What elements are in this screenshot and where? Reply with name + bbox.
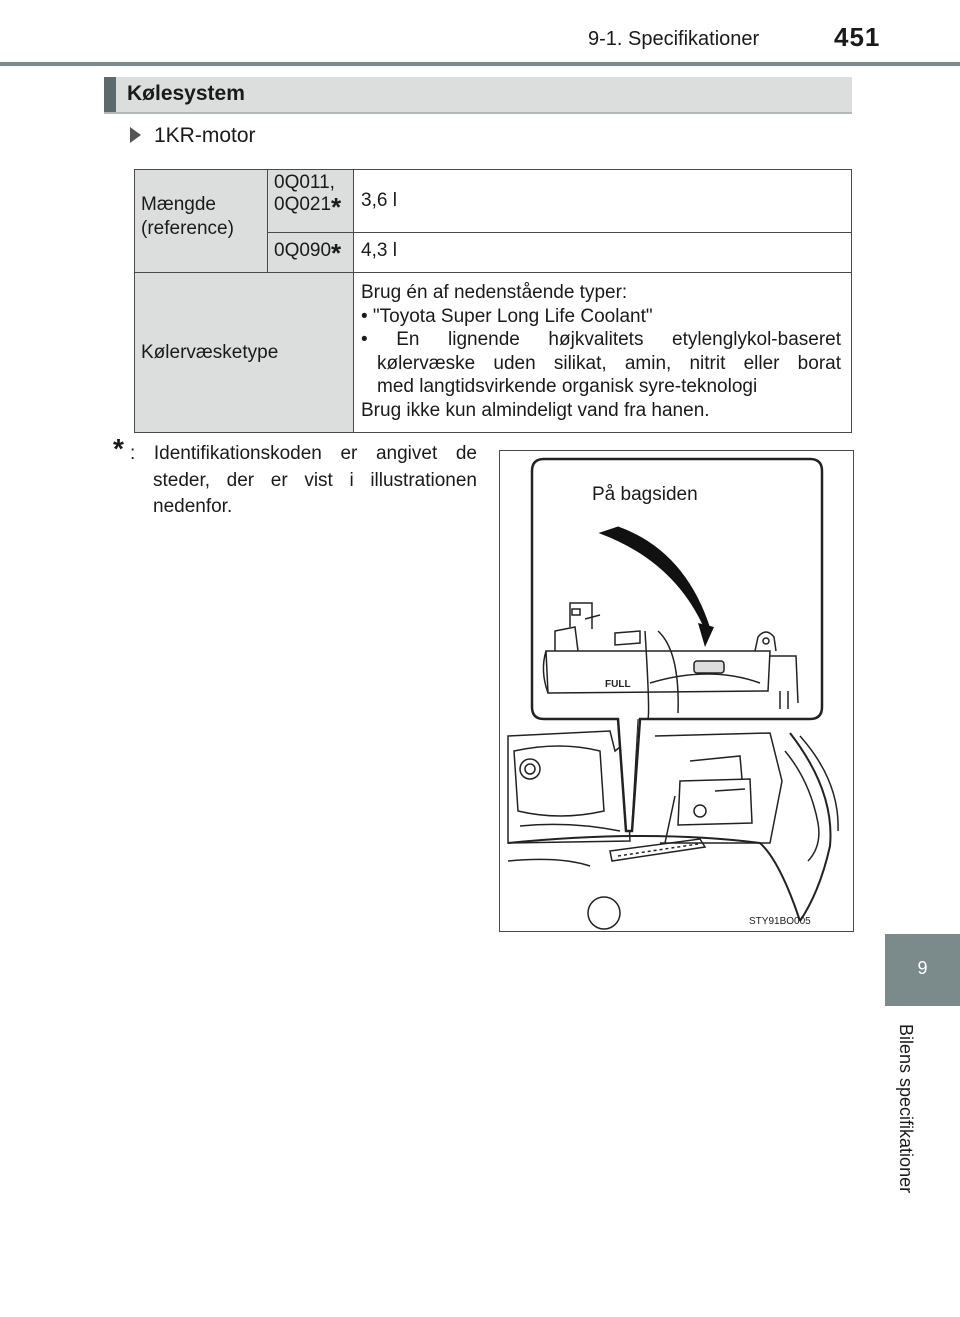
header-section-title: 9-1. Specifikationer <box>588 28 760 50</box>
quantity-label-cell <box>135 170 268 273</box>
illustration-code: STY91BO005 <box>749 916 811 927</box>
coolant-type-line: kølervæske uden silikat, amin, nitrit eller borat <box>377 352 841 374</box>
tank-full-marking: FULL <box>605 679 631 690</box>
coolant-type-line: Brug én af nedenstående typer: <box>361 282 628 303</box>
coolant-type-line: med langtidsvirkende organisk syre-teknologi <box>377 376 758 397</box>
footnote-line: nedenfor. <box>153 496 233 517</box>
engine-bay-illustration <box>499 450 854 932</box>
footnote-line: steder, der er vist i illustrationen <box>153 469 477 491</box>
section-rule <box>104 112 852 114</box>
asterisk-marker: * <box>331 238 342 268</box>
coolant-type-label: Kølervæsketype <box>141 341 279 363</box>
coolant-type-label-cell <box>135 273 354 433</box>
capacity-value: 4,3 l <box>361 240 397 261</box>
header-rule <box>0 62 960 66</box>
footnote-asterisk: * <box>113 433 124 464</box>
capacity-cell <box>354 170 852 233</box>
table-row <box>135 170 852 233</box>
coolant-type-line: • "Toyota Super Long Life Coolant" <box>361 305 653 327</box>
coolant-spec-table <box>134 169 852 433</box>
capacity-value: 3,6 l <box>361 190 397 211</box>
quantity-label-line: Mængde <box>141 194 216 215</box>
coolant-type-cell <box>354 273 852 433</box>
asterisk-marker: * <box>331 192 342 222</box>
page-number: 451 <box>834 22 881 52</box>
table-row <box>135 273 852 433</box>
section-heading-accent <box>104 77 116 112</box>
triangle-bullet-icon <box>130 127 141 143</box>
engine-code-cell <box>268 233 354 273</box>
section-title: Kølesystem <box>127 82 245 105</box>
engine-code: 0Q011, <box>274 172 335 193</box>
quantity-label-line: (reference) <box>141 218 234 239</box>
chapter-title: Bilens specifikationer <box>896 1024 916 1194</box>
coolant-type-line: Brug ikke kun almindeligt vand fra hanen. <box>361 399 710 421</box>
engine-code-cell <box>268 170 354 233</box>
engine-code: 0Q090 <box>274 240 332 261</box>
callout-label: På bagsiden <box>592 484 698 505</box>
engine-bay-drawing <box>500 451 853 931</box>
chapter-number: 9 <box>917 958 928 978</box>
subsection-title: 1KR-motor <box>154 124 256 147</box>
footnote-line: : Identifikationskoden er angivet de <box>130 443 477 464</box>
footnote <box>130 441 477 521</box>
coolant-type-line: • En lignende højkvalitets etylenglykol-baseret <box>361 329 841 350</box>
engine-code: 0Q021 <box>274 194 332 215</box>
capacity-cell <box>354 233 852 273</box>
